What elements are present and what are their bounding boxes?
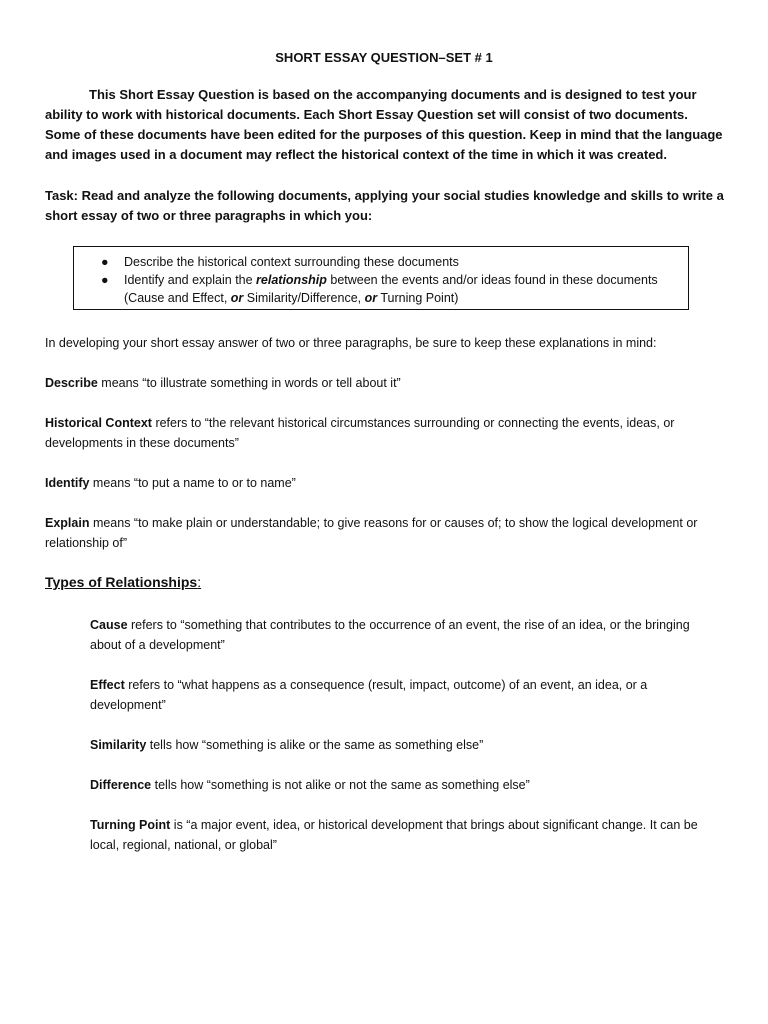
relationship-difference <box>90 775 720 795</box>
relationship-text: tells how “something is not alike or not the same as something else” <box>151 778 530 792</box>
definition-text: means “to illustrate something in words or tell about it” <box>97 376 401 390</box>
emphasis-relationship: relationship <box>256 273 327 287</box>
term-explain: Explain <box>45 516 90 530</box>
list-item-text: Describe the historical context surrounding these documents <box>124 255 459 269</box>
term-similarity: Similarity <box>90 738 147 752</box>
page-title: SHORT ESSAY QUESTION–SET # 1 <box>275 50 493 65</box>
definition-describe <box>45 373 725 393</box>
definition-text: refers to “the relevant historical circumstances surrounding or connecting the events, ideas, or developments in these documents” <box>45 416 675 450</box>
definition-explain <box>45 513 725 553</box>
term-identify: Identify <box>45 476 90 490</box>
bullet-icon: ● <box>101 273 109 287</box>
term-historical-context: Historical Context <box>45 416 152 430</box>
list-item-continuation <box>124 289 688 307</box>
task-requirements-box <box>73 246 689 310</box>
list-item <box>74 253 688 271</box>
emphasis-or: or <box>230 291 244 305</box>
intro-paragraph <box>45 85 725 165</box>
relationship-text: refers to “something that contributes to the occurrence of an event, the rise of an idea, or the bringing about of a development” <box>90 618 690 652</box>
term-cause: Cause <box>90 618 128 632</box>
intro-text: This Short Essay Question is based on the accompanying documents and is designed to test your ability to work with historical documents. Each Short Essay Question set will consist of two documents. Some of these documents have been edited for the purposes of this question. Keep in mind that the language and images used in a document may reflect the historical context of the time in which it was created. <box>45 87 723 162</box>
term-turning-point: Turning Point <box>90 818 171 832</box>
continuation-a: (Cause and Effect, <box>124 291 231 305</box>
emphasis-or: or <box>364 291 378 305</box>
definition-identify <box>45 473 725 493</box>
task-paragraph: Task: Read and analyze the following documents, applying your social studies knowledge and skills to write a short essay of two or three paragraphs in which you: <box>45 188 724 223</box>
term-difference: Difference <box>90 778 152 792</box>
definition-text: means “to put a name to or to name” <box>89 476 296 490</box>
relationship-turning-point <box>90 815 720 855</box>
continuation-b: Similarity/Difference, <box>243 291 365 305</box>
bullet-icon: ● <box>101 255 109 269</box>
relationship-effect <box>90 675 670 715</box>
types-heading-text: Types of Relationships <box>45 574 198 590</box>
term-describe: Describe <box>45 376 98 390</box>
list-item-text-b: between the events and/or ideas found in these documents <box>326 273 658 287</box>
continuation-c: Turning Point) <box>377 291 459 305</box>
types-heading <box>45 572 201 592</box>
relationship-cause <box>90 615 720 655</box>
types-heading-colon: : <box>197 574 202 590</box>
relationship-text: refers to “what happens as a consequence (result, impact, outcome) of an event, an idea, or a development” <box>90 678 648 712</box>
definition-historical-context <box>45 413 695 453</box>
list-item-text-a: Identify and explain the <box>124 273 257 287</box>
relationship-text: is “a major event, idea, or historical development that brings about significant change. It can be local, regional, national, or global” <box>90 818 698 852</box>
requirements-list <box>74 247 688 307</box>
relationship-text: tells how “something is alike or the same as something else” <box>146 738 484 752</box>
relationship-similarity <box>90 735 720 755</box>
term-effect: Effect <box>90 678 125 692</box>
definition-text: means “to make plain or understandable; to give reasons for or causes of; to show the logical development or relationship of” <box>45 516 698 550</box>
list-item <box>74 271 688 307</box>
developing-paragraph: In developing your short essay answer of two or three paragraphs, be sure to keep these explanations in mind: <box>45 336 657 350</box>
